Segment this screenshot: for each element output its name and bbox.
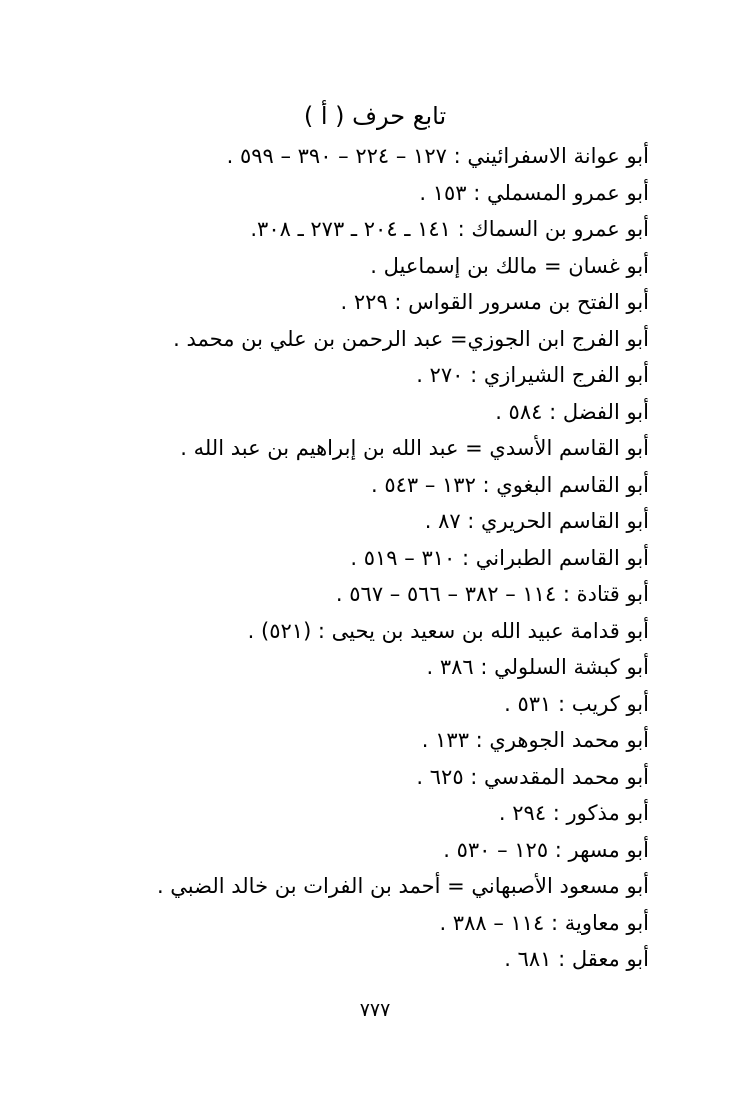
index-entry: أبو عوانة الاسفرائيني : ١٢٧ – ٢٢٤ – ٣٩٠ – ٥٩٩ . <box>226 144 649 168</box>
index-entry: أبو مذكور : ٢٩٤ . <box>498 801 649 825</box>
index-entry: أبو القاسم الحريري : ٨٧ . <box>424 509 649 533</box>
index-entry: أبو محمد الجوهري : ١٣٣ . <box>421 728 649 752</box>
section-heading: تابع حرف ( أ ) <box>303 102 447 130</box>
index-entry: أبو الفضل : ٥٨٤ . <box>495 399 649 424</box>
index-entry: أبو الفتح بن مسرور القواس : ٢٢٩ . <box>340 290 649 314</box>
index-entry: أبو مسهر : ١٢٥ – ٥٣٠ . <box>443 837 649 862</box>
index-entry: أبو معقل : ٦٨١ . <box>504 947 649 971</box>
page-number: ٧٧٧ <box>359 999 391 1021</box>
index-entry: أبو مسعود الأصبهاني = أحمد بن الفرات بن خالد الضبي . <box>156 874 649 898</box>
index-entry: أبو كبشة السلولي : ٣٨٦ . <box>426 655 649 679</box>
index-entry: أبو معاوية : ١١٤ – ٣٨٨ . <box>439 910 649 935</box>
index-entry: أبو عمرو بن السماك : ١٤١ ـ ٢٠٤ ـ ٢٧٣ ـ ٣٠٨. <box>250 217 649 241</box>
index-entry: أبو القاسم الأسدي = عبد الله بن إبراهيم بن عبد الله . <box>180 436 649 460</box>
index-entry: أبو القاسم البغوي : ١٣٢ – ٥٤٣ . <box>370 472 649 497</box>
index-entry: أبو قدامة عبيد الله بن سعيد بن يحيى : (٥٢١) . <box>247 618 649 643</box>
index-entry: أبو الفرج الشيرازي : ٢٧٠ . <box>416 363 649 387</box>
index-entry: أبو قتادة : ١١٤ – ٣٨٢ – ٥٦٦ – ٥٦٧ . <box>335 582 649 606</box>
index-entries <box>89 138 649 978</box>
index-entry: أبو القاسم الطبراني : ٣١٠ – ٥١٩ . <box>350 545 649 570</box>
index-entry: أبو محمد المقدسي : ٦٢٥ . <box>416 764 649 789</box>
index-entry: أبو كريب : ٥٣١ . <box>504 691 649 716</box>
index-entry: أبو الفرج ابن الجوزي= عبد الرحمن بن علي بن محمد . <box>173 326 649 351</box>
index-entry: أبو عمرو المسملي : ١٥٣ . <box>419 180 649 205</box>
index-entry: أبو غسان = مالك بن إسماعيل . <box>370 253 649 278</box>
